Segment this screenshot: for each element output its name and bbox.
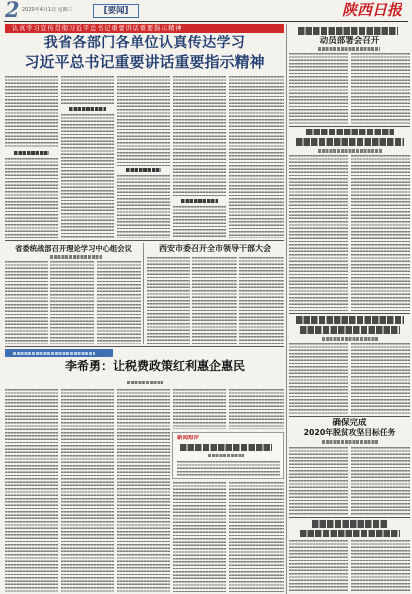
- feature-headline: 李希勇：让税费政策红利惠企惠民: [64, 359, 245, 373]
- sidebar-story-subtitle: [318, 47, 380, 51]
- feature-text: [61, 389, 114, 592]
- lead-story-text: [173, 76, 226, 196]
- commentary-label: 新闻短评: [177, 435, 200, 441]
- xian-story-text: [147, 257, 190, 344]
- sidebar-story-headline: [300, 530, 400, 537]
- sidebar-story-text: [351, 53, 410, 124]
- sidebar-story-text: [351, 343, 410, 414]
- sidebar-story-text: [289, 53, 348, 124]
- lead-story-subhead: [69, 107, 106, 111]
- commentary-headline: [180, 444, 272, 451]
- sidebar-story-headline: [296, 138, 404, 146]
- sidebar-story-headline: [296, 316, 404, 324]
- sidebar-story-headline: [300, 326, 400, 334]
- xian-story-text: [192, 257, 237, 344]
- lead-headline-line1: 我省各部门各单位认真传达学习: [43, 35, 246, 51]
- lead-headline-line2: 习近平总书记重要讲话重要指示精神: [24, 54, 265, 71]
- sidebar-story-headline: [306, 129, 394, 135]
- sidebar-story-text: [289, 155, 348, 311]
- lead-story-text: [229, 76, 284, 238]
- commentary-text: [177, 461, 280, 476]
- feature-column-tag: [5, 349, 113, 357]
- lead-story-text: [117, 175, 170, 238]
- lead-story-banner: 认真学习宣传贯彻习近平总书记重要讲话重要指示精神: [5, 24, 284, 33]
- sidebar-story-headline: [298, 27, 398, 35]
- feature-text: [173, 389, 226, 429]
- newspaper-logo: 陕西日报: [342, 1, 403, 19]
- page-number: 2: [5, 0, 20, 22]
- commentary-byline: [208, 454, 244, 457]
- united-front-story-headline: 省委统战部召开理论学习中心组会议: [15, 244, 132, 253]
- sidebar-rule: [289, 517, 410, 518]
- sidebar-rule: [289, 126, 410, 127]
- sidebar-story-text: [351, 447, 410, 515]
- feature-text: [173, 482, 226, 592]
- sidebar-rule: [289, 313, 410, 314]
- feature-text: [5, 389, 58, 592]
- lead-story-text: [5, 158, 58, 238]
- united-front-story-text: [5, 261, 48, 344]
- feature-byline: [127, 381, 163, 384]
- sidebar-story-headline: 确保完成: [332, 418, 367, 428]
- issue-date: 2020年4月1日 星期三: [22, 7, 73, 13]
- column-divider: [286, 24, 287, 594]
- lead-story-text: [173, 206, 226, 238]
- story-divider: [143, 243, 144, 344]
- sidebar-story-headline: 2020年脱贫攻坚目标任务: [303, 428, 396, 437]
- sidebar-story-headline: [312, 520, 388, 528]
- lead-story-text: [61, 76, 114, 104]
- sidebar-story-text: [351, 540, 410, 592]
- sidebar-story-subtitle: [318, 149, 382, 153]
- lead-story-subhead: [126, 168, 161, 172]
- sidebar-story-text: [351, 155, 410, 311]
- sidebar-story-headline: 动员部署会召开: [319, 36, 380, 46]
- lead-story-text: [5, 76, 58, 148]
- lead-story-subhead: [14, 151, 49, 155]
- united-front-story-text: [50, 261, 94, 344]
- feature-text: [229, 389, 284, 429]
- section-rule: [5, 346, 284, 347]
- xian-story-headline: 西安市委召开全市领导干部大会: [159, 244, 271, 253]
- sidebar-rule: [289, 416, 410, 417]
- sidebar-story-text: [289, 447, 348, 515]
- sidebar-story-subtitle: [322, 440, 378, 444]
- sidebar-story-text: [289, 540, 348, 592]
- united-front-story-subtitle: [50, 255, 102, 259]
- sidebar-story-text: [289, 343, 348, 414]
- lead-story-text: [117, 76, 170, 166]
- section-tag: [要闻]: [93, 4, 139, 18]
- masthead-rule: [4, 21, 408, 22]
- section-rule: [5, 240, 284, 241]
- united-front-story-text: [97, 261, 141, 344]
- lead-story-text: [61, 114, 114, 238]
- sidebar-story-subtitle: [322, 337, 378, 341]
- feature-text: [117, 389, 170, 592]
- feature-text: [229, 482, 284, 592]
- lead-story-subhead: [181, 199, 218, 203]
- xian-story-text: [239, 257, 284, 344]
